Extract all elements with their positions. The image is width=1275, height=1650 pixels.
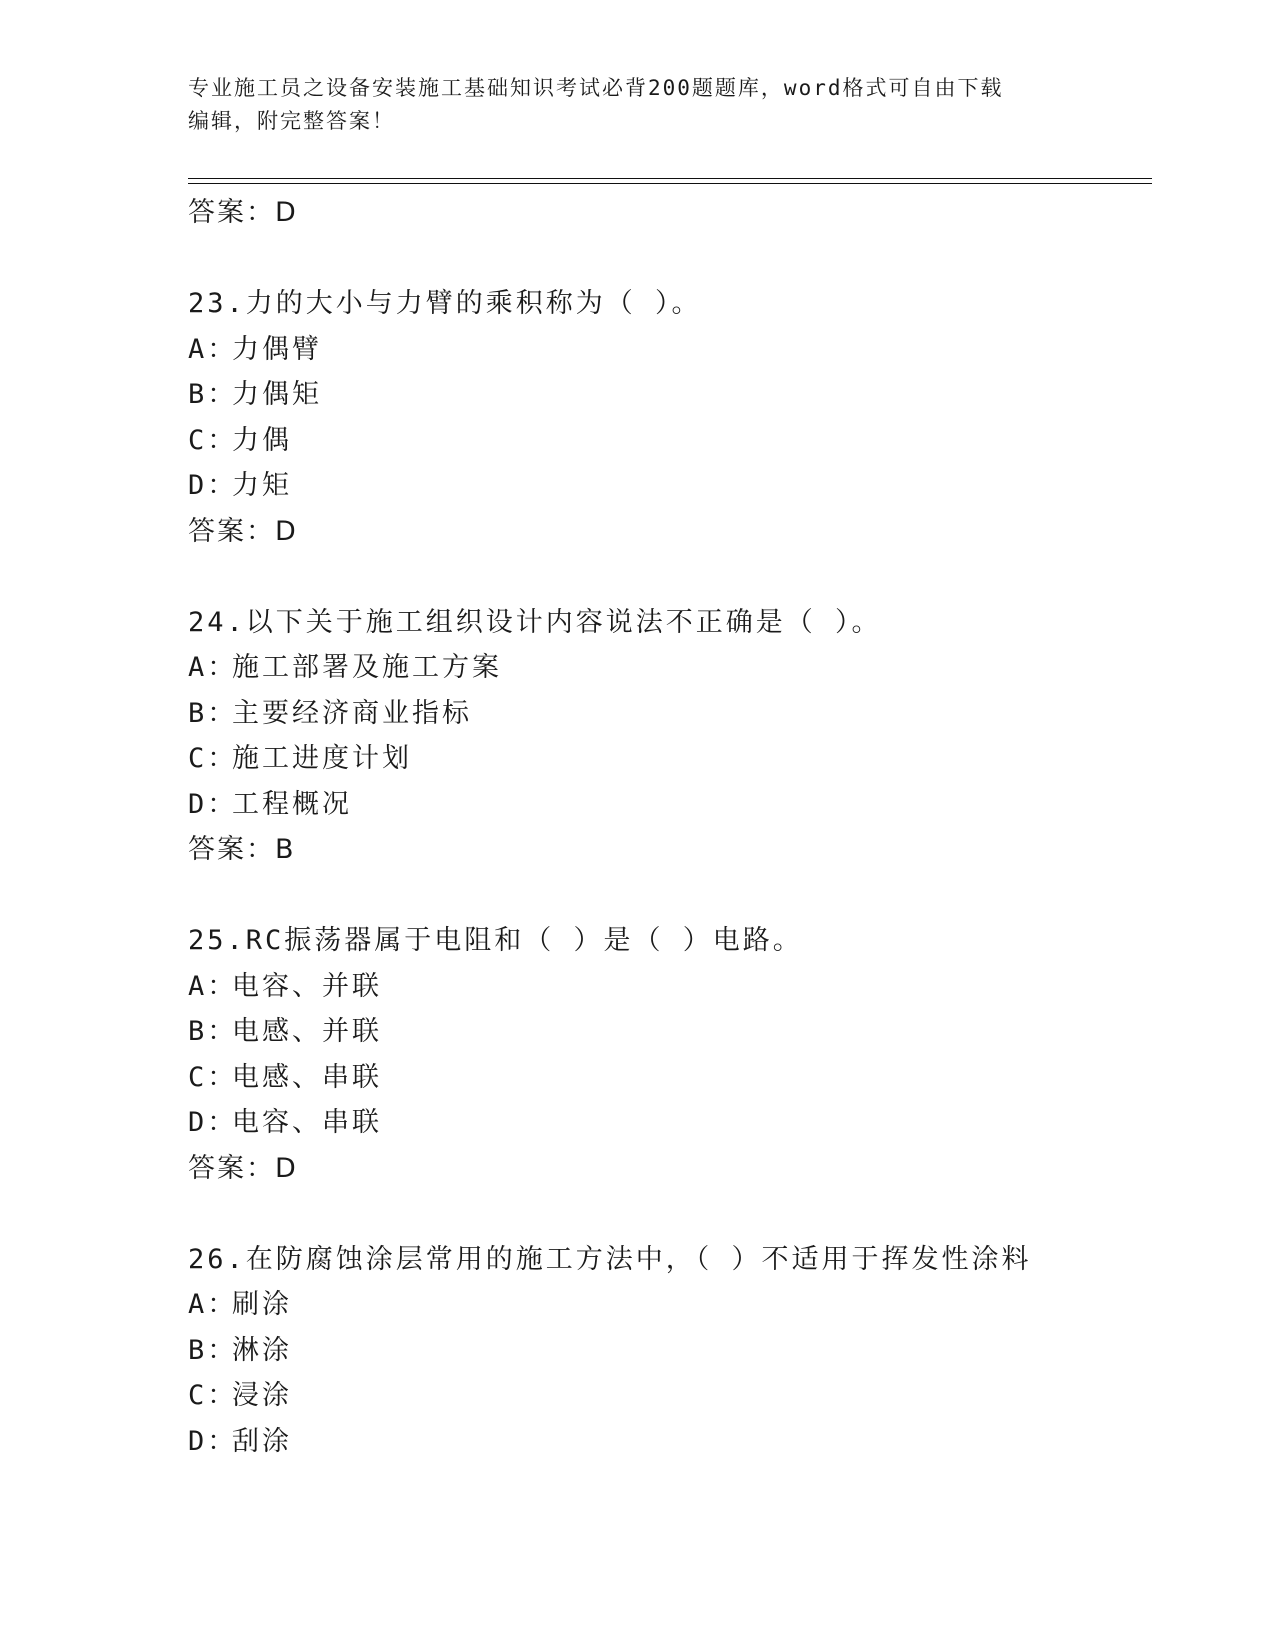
option-key: A： xyxy=(188,333,238,365)
question-26 xyxy=(188,1237,1148,1465)
option-d xyxy=(188,782,1148,828)
option-key: C： xyxy=(188,424,238,456)
option-text: 电感、并联 xyxy=(232,1016,382,1047)
option-key: B： xyxy=(188,1016,238,1047)
document-header xyxy=(188,72,1088,138)
option-text: 刷涂 xyxy=(232,1289,292,1320)
spacer xyxy=(188,873,1148,919)
answer-value: D xyxy=(275,1152,297,1184)
option-text: 力偶矩 xyxy=(232,379,322,410)
option-key: D： xyxy=(188,1425,238,1457)
option-text: 淋涂 xyxy=(232,1334,292,1366)
option-text: 力矩 xyxy=(232,470,292,501)
option-c xyxy=(188,1055,1148,1101)
option-key: C： xyxy=(188,743,238,774)
option-key: C： xyxy=(188,1061,238,1093)
option-key: D： xyxy=(188,1107,238,1138)
answer-label: 答案： xyxy=(188,1152,275,1184)
header-rule-top xyxy=(188,178,1152,179)
option-text: 力偶 xyxy=(232,424,292,456)
question-stem: 23.力的大小与力臂的乘积称为（ ）。 xyxy=(188,288,702,319)
option-text: 工程概况 xyxy=(232,788,352,820)
answer-line xyxy=(188,1146,1148,1192)
option-c xyxy=(188,1373,1148,1419)
spacer xyxy=(188,554,1148,600)
question-24 xyxy=(188,600,1148,873)
header-rule-bottom xyxy=(188,183,1152,184)
answer-value: D xyxy=(275,515,297,547)
header-line-2: 编辑，附完整答案！ xyxy=(188,109,395,133)
answer-value: D xyxy=(275,197,297,228)
option-a xyxy=(188,964,1148,1010)
option-text: 浸涂 xyxy=(232,1380,292,1411)
option-text: 力偶臂 xyxy=(232,333,322,365)
option-key: A： xyxy=(188,652,238,683)
spacer xyxy=(188,236,1148,282)
option-text: 刮涂 xyxy=(232,1425,292,1457)
option-b xyxy=(188,691,1148,737)
question-23 xyxy=(188,281,1148,554)
option-key: A： xyxy=(188,1289,238,1320)
option-key: A： xyxy=(188,970,238,1002)
option-key: B： xyxy=(188,697,238,729)
answer-value: B xyxy=(275,834,295,865)
answer-label: 答案： xyxy=(188,834,275,865)
option-a xyxy=(188,327,1148,373)
option-d xyxy=(188,1100,1148,1146)
answer-line xyxy=(188,190,1148,236)
option-b xyxy=(188,372,1148,418)
header-line-1: 专业施工员之设备安装施工基础知识考试必背200题题库，word格式可自由下载 xyxy=(188,76,1004,100)
option-key: D： xyxy=(188,788,238,820)
option-text: 电容、串联 xyxy=(232,1107,382,1138)
answer-label: 答案： xyxy=(188,515,275,547)
spacer xyxy=(188,1191,1148,1237)
option-text: 电容、并联 xyxy=(232,970,382,1002)
question-25 xyxy=(188,918,1148,1191)
question-stem: 25.RC振荡器属于电阻和（ ）是（ ）电路。 xyxy=(188,925,803,956)
option-a xyxy=(188,645,1148,691)
option-key: C： xyxy=(188,1380,238,1411)
option-text: 主要经济商业指标 xyxy=(232,697,472,729)
option-d xyxy=(188,1419,1148,1465)
option-key: D： xyxy=(188,470,238,501)
question-stem: 26.在防腐蚀涂层常用的施工方法中，（ ）不适用于挥发性涂料 xyxy=(188,1243,1032,1275)
answer-label: 答案： xyxy=(188,197,275,228)
option-text: 施工进度计划 xyxy=(232,743,412,774)
option-b xyxy=(188,1009,1148,1055)
option-text: 施工部署及施工方案 xyxy=(232,652,502,683)
answer-line xyxy=(188,827,1148,873)
option-c xyxy=(188,736,1148,782)
option-key: B： xyxy=(188,1334,238,1366)
option-key: B： xyxy=(188,379,238,410)
question-list xyxy=(188,190,1148,1464)
option-d xyxy=(188,463,1148,509)
answer-line xyxy=(188,509,1148,555)
option-text: 电感、串联 xyxy=(232,1061,382,1093)
option-b xyxy=(188,1328,1148,1374)
option-c xyxy=(188,418,1148,464)
option-a xyxy=(188,1282,1148,1328)
question-stem: 24.以下关于施工组织设计内容说法不正确是（ ）。 xyxy=(188,606,882,638)
